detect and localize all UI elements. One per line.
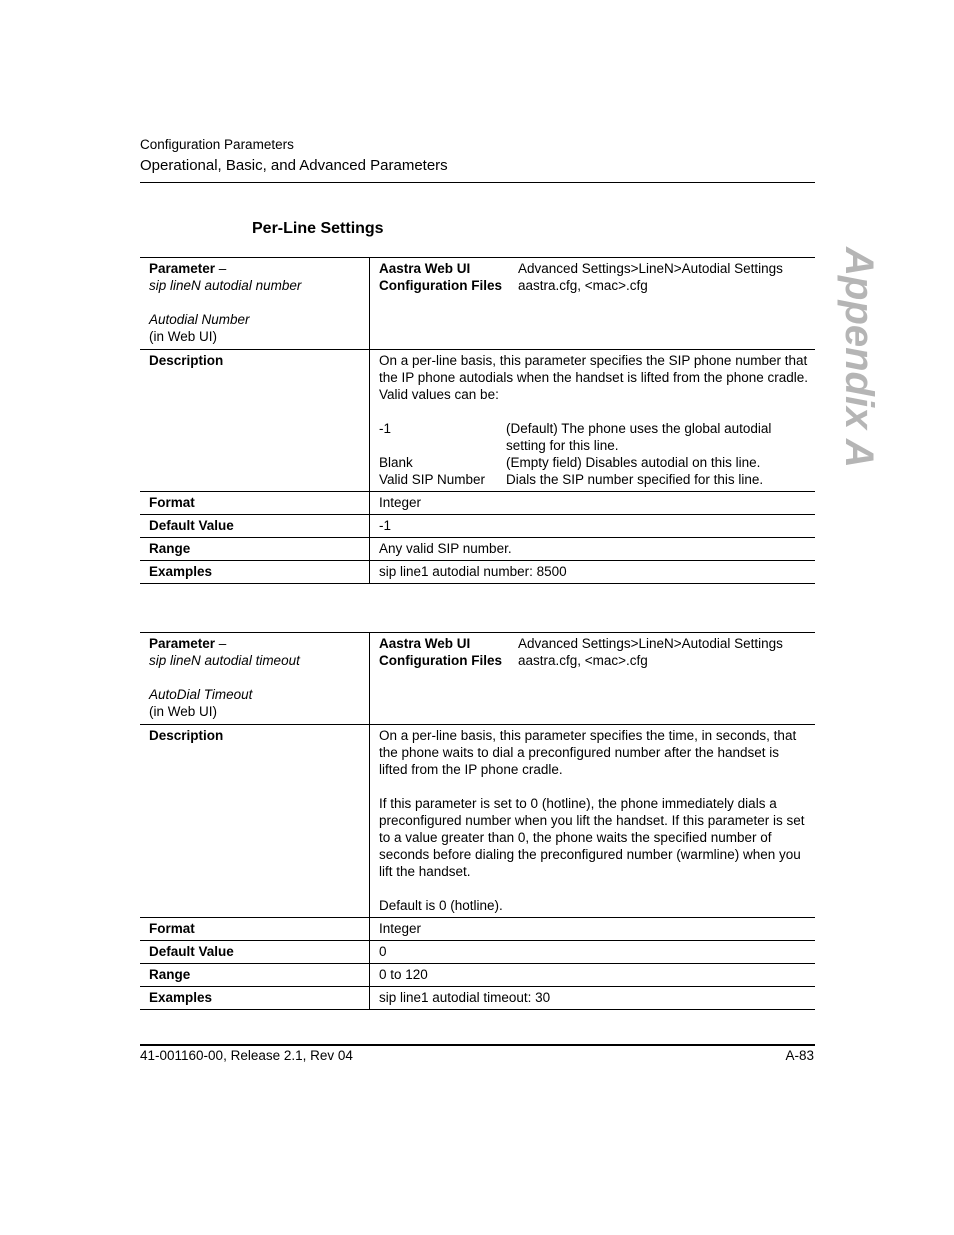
description-cell <box>370 350 816 492</box>
range-value: 0 to 120 <box>379 967 428 982</box>
default-value: 0 <box>379 944 387 959</box>
running-header-section: Operational, Basic, and Advanced Parameters <box>140 157 448 174</box>
range-label: Range <box>140 538 370 561</box>
examples-value: sip line1 autodial number: 8500 <box>379 564 567 579</box>
value-row: Valid SIP Number Dials the SIP number specified for this line. <box>379 472 764 487</box>
footer-rule <box>140 1044 815 1046</box>
value-row: -1 (Default) The phone uses the global autodial setting for this line. <box>379 421 772 453</box>
default-label: Default Value <box>140 941 370 964</box>
web-ui-key: Aastra Web UI <box>379 636 471 651</box>
parameter-dash: – <box>215 261 227 276</box>
table-row-examples <box>140 561 815 584</box>
parameter-label: Parameter <box>149 261 216 276</box>
table-row-default <box>140 941 815 964</box>
range-value: Any valid SIP number. <box>379 541 512 556</box>
description-paragraph-3: Default is 0 (hotline). <box>379 898 503 913</box>
webui-note: (in Web UI) <box>149 329 218 344</box>
examples-label: Examples <box>140 561 370 584</box>
location-cell <box>370 258 816 350</box>
table-row-description <box>140 725 815 918</box>
config-files-value: aastra.cfg, <mac>.cfg <box>518 653 648 668</box>
table-row-format <box>140 918 815 941</box>
table-row-range <box>140 538 815 561</box>
parameter-label: Parameter <box>149 636 216 651</box>
header-rule <box>140 182 815 183</box>
appendix-side-tab <box>836 246 881 468</box>
param-table-autodial-timeout <box>140 632 815 1010</box>
description-label: Description <box>140 350 370 492</box>
description-cell <box>370 725 816 918</box>
value-row: Blank (Empty field) Disables autodial on this line. <box>379 455 761 470</box>
config-files-value: aastra.cfg, <mac>.cfg <box>518 278 648 293</box>
range-label: Range <box>140 964 370 987</box>
format-value: Integer <box>379 495 422 510</box>
location-cell <box>370 633 816 725</box>
webui-note: (in Web UI) <box>149 704 218 719</box>
examples-value: sip line1 autodial timeout: 30 <box>379 990 551 1005</box>
default-label: Default Value <box>140 515 370 538</box>
format-value: Integer <box>379 921 422 936</box>
table-row-format <box>140 492 815 515</box>
table-row-description <box>140 350 815 492</box>
webui-field-name: Autodial Number <box>149 312 250 327</box>
config-files-key: Configuration Files <box>379 278 502 293</box>
parameter-name: sip lineN autodial timeout <box>149 653 300 668</box>
table-row-examples <box>140 987 815 1010</box>
format-label: Format <box>140 492 370 515</box>
table-row-parameter <box>140 258 815 350</box>
table-row-range <box>140 964 815 987</box>
table-row-parameter <box>140 633 815 725</box>
parameter-cell <box>140 258 370 350</box>
web-ui-path: Advanced Settings>LineN>Autodial Settings <box>518 261 783 276</box>
web-ui-key: Aastra Web UI <box>379 261 471 276</box>
parameter-name: sip lineN autodial number <box>149 278 302 293</box>
description-text: On a per-line basis, this parameter specifies the SIP phone number that the IP phone autodials when the handset is lifted from the phone cradle. Valid values can be: <box>379 353 809 402</box>
footer-document-id: 41-001160-00, Release 2.1, Rev 04 <box>140 1048 353 1063</box>
footer-page-number: A-83 <box>785 1048 814 1063</box>
running-header-chapter: Configuration Parameters <box>140 137 294 152</box>
parameter-dash: – <box>215 636 227 651</box>
webui-field-name: AutoDial Timeout <box>149 687 253 702</box>
appendix-tab-label: Appendix A <box>836 246 881 468</box>
section-title: Per-Line Settings <box>252 220 384 237</box>
config-files-key: Configuration Files <box>379 653 502 668</box>
description-label: Description <box>140 725 370 918</box>
examples-label: Examples <box>140 987 370 1010</box>
table-row-default <box>140 515 815 538</box>
parameter-cell <box>140 633 370 725</box>
default-value: -1 <box>379 518 392 533</box>
web-ui-path: Advanced Settings>LineN>Autodial Settings <box>518 636 783 651</box>
param-table-autodial-number <box>140 257 815 584</box>
format-label: Format <box>140 918 370 941</box>
description-paragraph-2: If this parameter is set to 0 (hotline), the phone immediately dials a preconfigured number when you lift the handset. If this parameter is set to a value greater than 0, the phone waits the specified number of seconds before dialing the preconfigured number (warmline) when you lift the handset. <box>379 796 805 879</box>
description-paragraph-1: On a per-line basis, this parameter specifies the time, in seconds, that the phone waits to dial a preconfigured number after the handset is lifted from the IP phone cradle. <box>379 728 797 777</box>
